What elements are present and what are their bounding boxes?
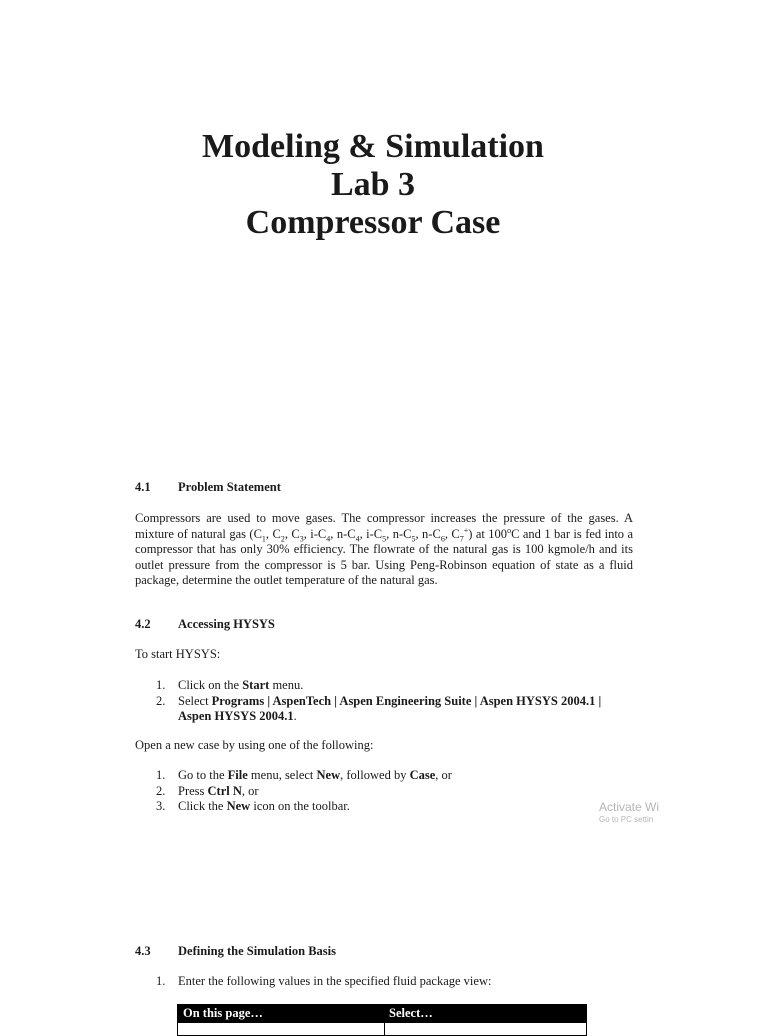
section-number: 4.2 [135,617,151,631]
section-4-1-heading [135,480,281,495]
table-cell [178,1023,385,1036]
table-header-select: Select… [384,1005,587,1023]
section-title: Defining the Simulation Basis [178,944,337,958]
title-line-3: Compressor Case [245,204,501,241]
section-number: 4.3 [135,944,151,958]
table-cell [384,1023,587,1036]
list-item: 1. Enter the following values in the specified fluid package view: [156,974,492,988]
section-4-2-heading [135,617,275,632]
list-item: 2. Press Ctrl N, or [156,783,259,798]
list-item: 1. Click on the Start menu. [156,678,304,692]
section-4-3-heading [135,944,336,959]
fluid-package-table [177,1004,587,1036]
activate-windows-watermark [599,800,659,824]
simulation-basis-steps [135,974,635,990]
title-line-1: Modeling & Simulation [202,128,544,165]
list-item: 1. Go to the File menu, select New, followed by Case, or [156,768,452,782]
start-hysys-intro: To start HYSYS: [135,647,221,661]
document-title [0,128,746,242]
section-title: Problem Statement [178,480,281,494]
list-item: 3. Click the New icon on the toolbar. [156,799,350,813]
title-line-2: Lab 3 [330,166,416,203]
section-title: Accessing HYSYS [178,617,275,631]
start-steps-list [135,678,635,725]
table-header-page: On this page… [178,1005,385,1023]
list-item: 2. Select Programs | AspenTech | Aspen Engineering Suite | Aspen HYSYS 2004.1 | Aspen HYSYS 2004.1. [156,693,602,723]
watermark-line-1: Activate Wi [599,800,660,814]
section-number: 4.1 [135,480,151,494]
problem-statement-paragraph: Compressors are used to move gases. The compressor increases the pressure of the gases. A mixture of natural gas ($C_1$, $C_2$, $C_3$, $i-C_4$, $n-C_4$, $i-C_5$, $n-C_5$, $n-C_6$, $C_7^+$) at 100$^o$C and 1 bar is fed into a compressor that has only 30% efficiency. The flowrate of the natural gas is 100 kgmole/h and its outlet pressure from the compressor is 5 bar. Using Peng-Robinson equation of state as a fluid package, determine the outlet temperature of the natural gas. [135,511,634,587]
open-case-intro: Open a new case by using one of the following: [135,738,374,752]
watermark-line-2: Go to PC settin [599,815,654,824]
open-case-steps-list [135,768,635,815]
table-row [178,1023,587,1036]
